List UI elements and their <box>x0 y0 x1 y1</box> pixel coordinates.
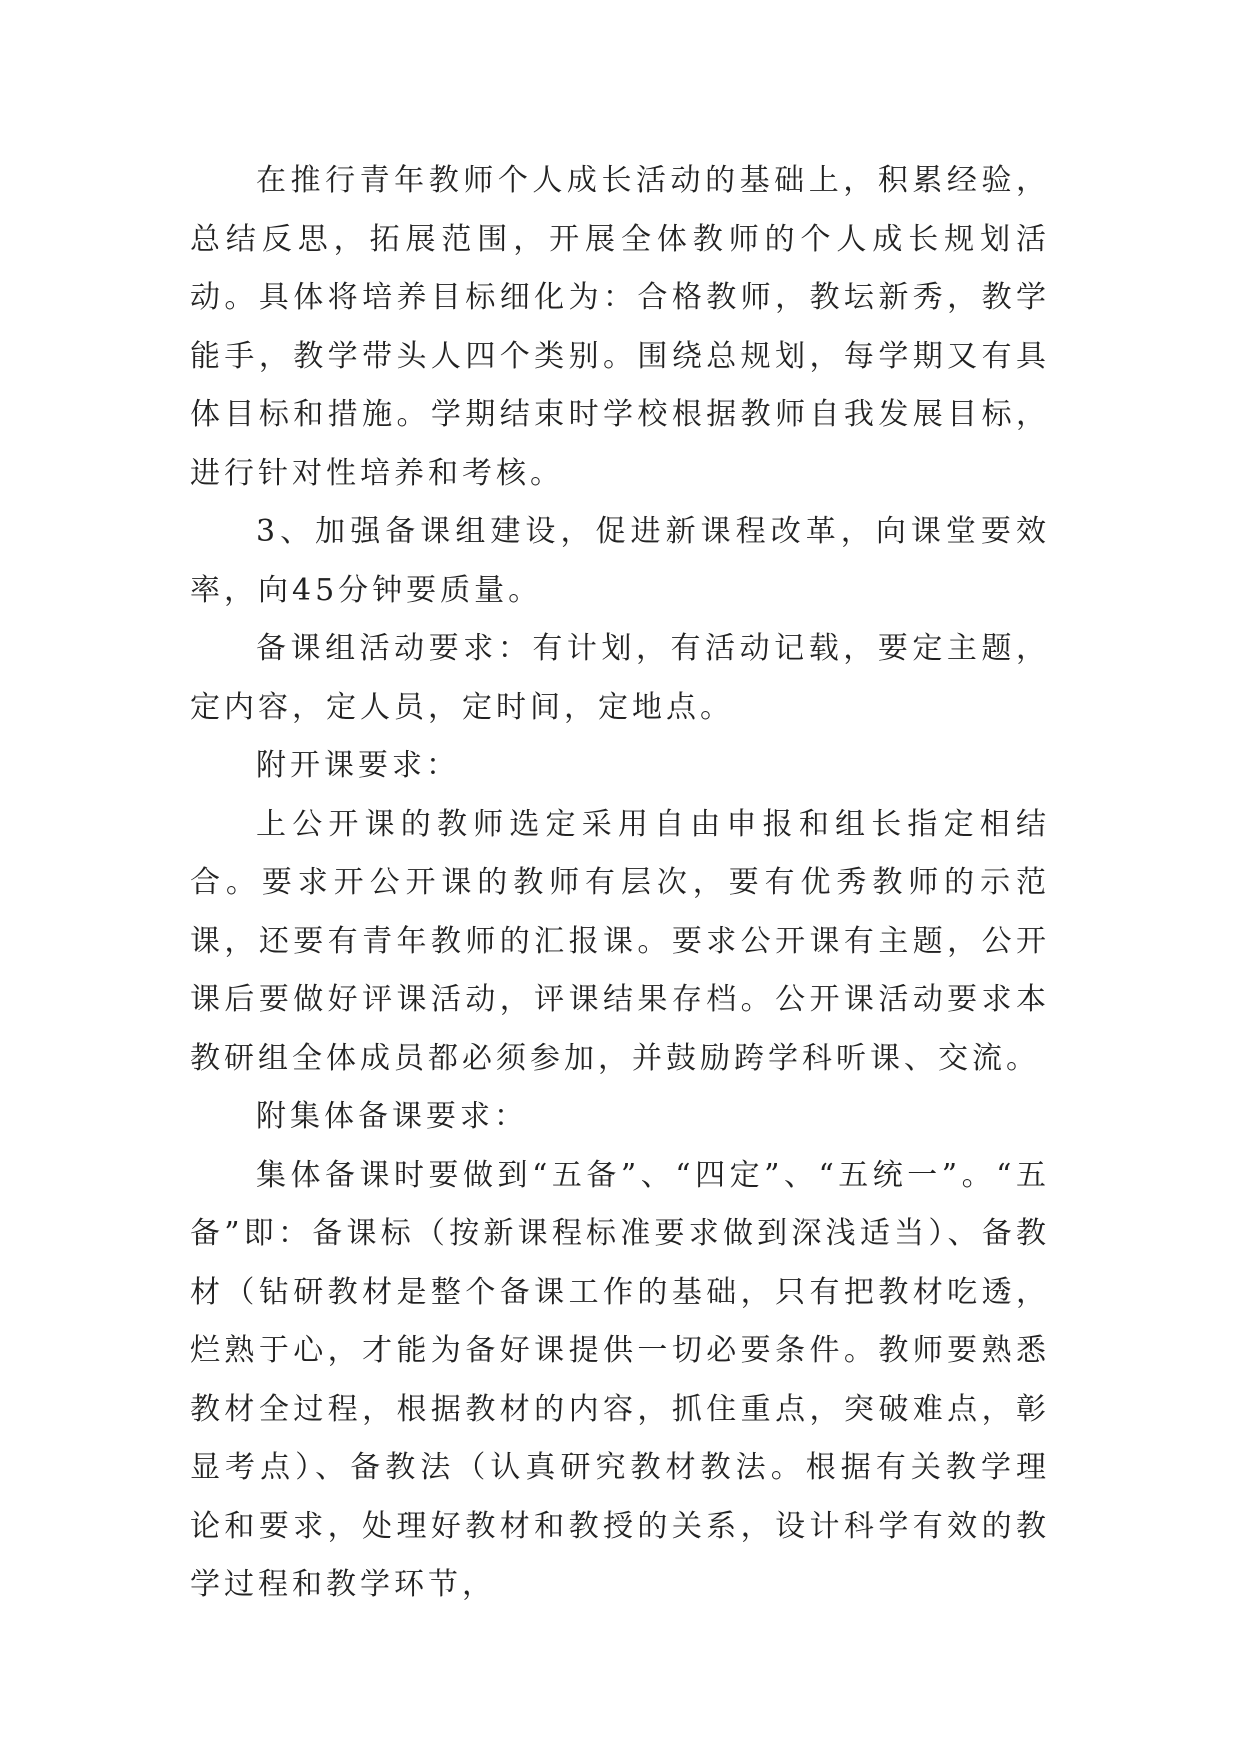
paragraph-collective-prep-requirements: 集体备课时要做到“五备”、“四定”、“五统一”。“五备”即：备课标（按新课程标准要求做到深浅适当）、备教材（钻研教材是整个备课工作的基础，只有把教材吃透，烂熟于心，才能为备好课提供一切必要条件。教师要熟悉教材全过程，根据教材的内容，抓住重点，突破难点，彰显考点）、备教法（认真研究教材教法。根据有关教学理论和要求，处理好教材和教授的关系，设计科学有效的教学过程和教学环节， <box>190 1157 1050 1602</box>
paragraph-open-class-requirements: 上公开课的教师选定采用自由申报和组长指定相结合。要求开公开课的教师有层次，要有优秀教师的示范课，还要有青年教师的汇报课。要求公开课有主题，公开课后要做好评课活动，评课结果存档。公开课活动要求本教研组全体成员都必须参加，并鼓励跨学科听课、交流。 <box>190 806 1050 1076</box>
paragraph-open-class-heading: 附开课要求： <box>256 748 460 783</box>
document-body <box>190 152 1050 1615</box>
paragraph-lesson-group-requirements: 备课组活动要求：有计划，有活动记载，要定主题，定内容，定人员，定时间，定地点。 <box>190 631 1050 725</box>
paragraph-lesson-group-building: 3、加强备课组建设，促进新课程改革，向课堂要效率，向45分钟要质量。 <box>190 514 1050 608</box>
paragraph-personal-growth: 在推行青年教师个人成长活动的基础上，积累经验，总结反思，拓展范围，开展全体教师的个人成长规划活动。具体将培养目标细化为：合格教师，教坛新秀，教学能手，教学带头人四个类别。围绕总规划，每学期又有具体目标和措施。学期结束时学校根据教师自我发展目标，进行针对性培养和考核。 <box>190 163 1050 491</box>
paragraph-collective-prep-heading: 附集体备课要求： <box>256 1099 528 1134</box>
